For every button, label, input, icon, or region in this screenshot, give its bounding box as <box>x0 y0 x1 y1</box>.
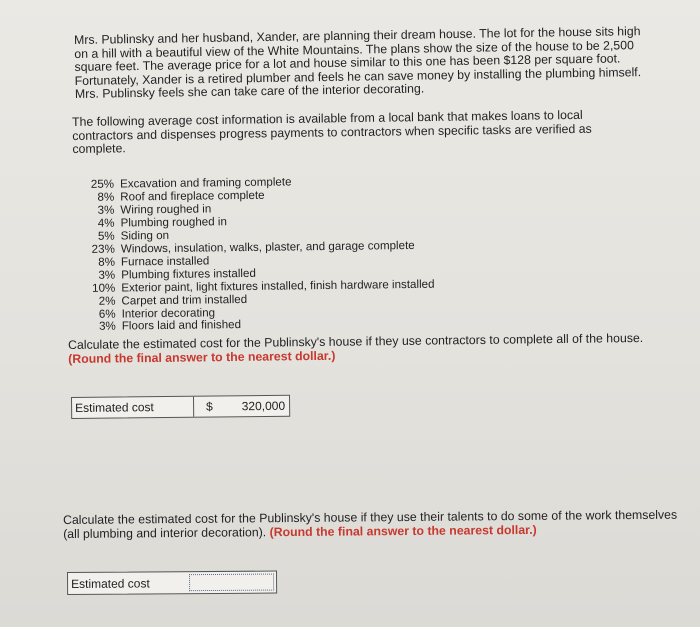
percent: 8% <box>98 255 116 269</box>
cost-schedule-list <box>80 174 502 335</box>
percent: 5% <box>97 229 115 243</box>
task: Exterior paint, light fixtures installed, finish hardware installed <box>121 277 435 295</box>
estimated-cost-field[interactable] <box>194 396 289 417</box>
percent: 3% <box>97 203 115 217</box>
task: Interior decorating <box>121 305 216 321</box>
estimated-cost-label: Estimated cost <box>71 575 150 591</box>
question-1-answer-box <box>71 395 290 419</box>
task: Plumbing fixtures installed <box>121 266 256 282</box>
question-1-text: Calculate the estimated cost for the Publinsky's house if they use contractors to complete all of the house. <box>67 330 644 352</box>
task: Floors laid and finished <box>121 318 242 333</box>
question-2-answer-box <box>67 571 277 595</box>
percent: 6% <box>98 307 116 321</box>
task: Carpet and trim installed <box>121 292 248 308</box>
task: Furnace installed <box>120 254 210 269</box>
estimated-cost-value: 320,000 <box>241 398 286 414</box>
task: Plumbing roughed in <box>120 215 227 230</box>
list-item <box>82 316 502 334</box>
estimated-cost-input[interactable] <box>189 574 274 592</box>
percent: 23% <box>91 242 115 256</box>
currency-symbol: $ <box>206 399 213 414</box>
task: Excavation and framing complete <box>119 175 292 191</box>
question-2-text: Calculate the estimated cost for the Publinsky's house if they use their talents to do some of the work themselves (all plumbing and interior decoration). <box>62 507 678 541</box>
intro-paragraph: Mrs. Publinsky and her husband, Xander, are planning their dream house. The lot for the house sits high on a hill with a beautiful view of the White Mountains. The plans show the size of the house to be 2,500 square feet. The average price for a lot and house similar to this one has been $128 per square foot. Fortunately, Xander is a retired plumber and feels he can save money by installing the plumbing himself. Mrs. Publinsky feels she can take care of the interior decorating. <box>73 24 642 102</box>
percent: 10% <box>92 281 116 295</box>
task: Wiring roughed in <box>120 202 212 217</box>
percent: 25% <box>90 177 115 191</box>
question-1-instruction: (Round the final answer to the nearest dollar.) <box>68 348 336 366</box>
task: Siding on <box>120 228 170 243</box>
task: Windows, insulation, walks, plaster, and garage complete <box>120 238 415 256</box>
percent: 4% <box>97 216 115 230</box>
percent: 2% <box>98 294 116 308</box>
percent: 3% <box>98 320 116 334</box>
question-1 <box>68 332 668 367</box>
bank-info-paragraph: The following average cost information is available from a local bank that makes loans to local contractors and dispenses progress payments to contractors when specific tasks are verified as complete. <box>71 107 592 157</box>
task: Roof and fireplace complete <box>120 188 265 204</box>
percent: 8% <box>97 190 115 204</box>
question-2 <box>63 509 683 542</box>
question-2-instruction: (Round the final answer to the nearest dollar.) <box>269 522 537 539</box>
percent: 3% <box>98 268 116 282</box>
estimated-cost-label: Estimated cost <box>72 397 194 418</box>
